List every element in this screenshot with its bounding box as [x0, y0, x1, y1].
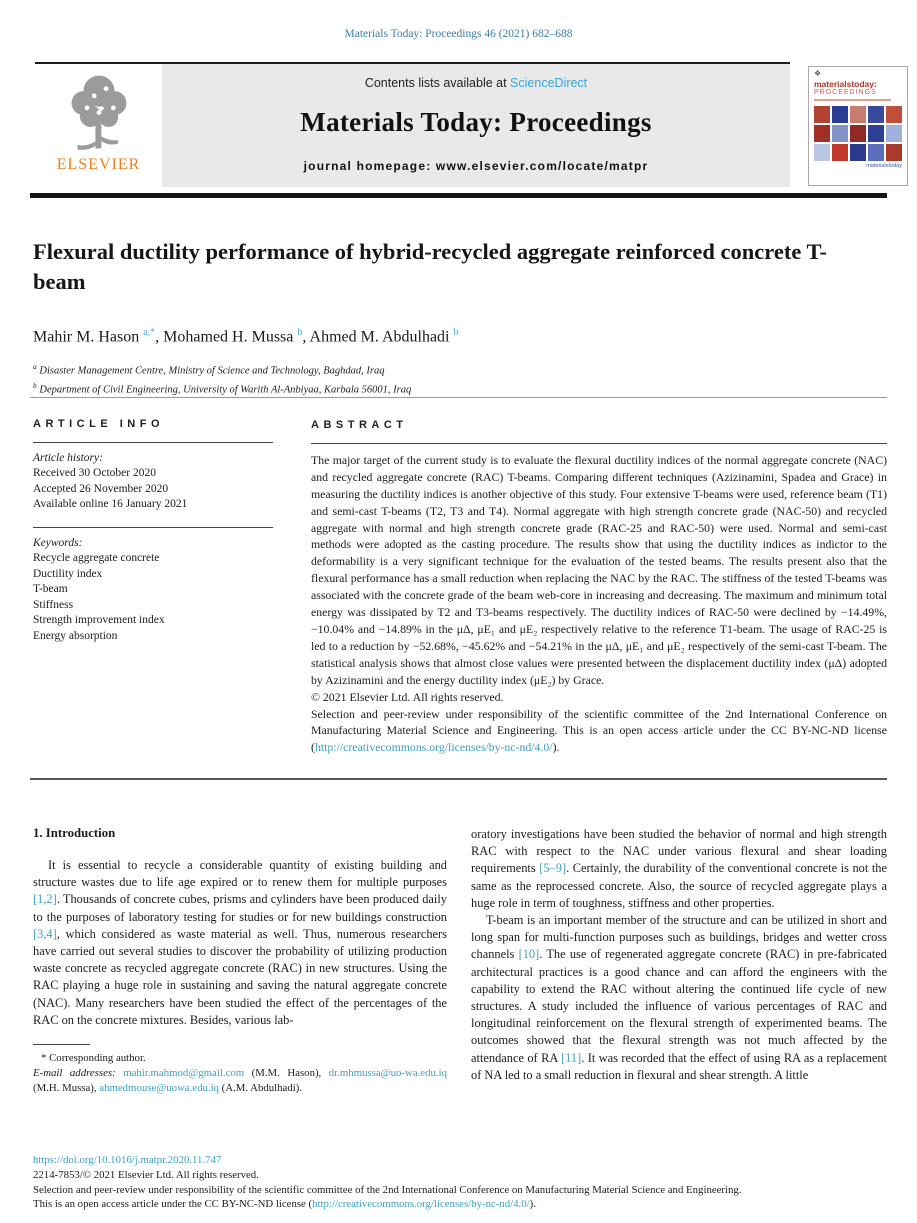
affiliation-a: $^a$ Disaster Management Centre, Ministry of Science and Technology, Baghdad, Iraq — [33, 362, 385, 377]
license-line: This is an open access article under the CC BY-NC-ND license (http://creativecommons.org/licenses/by-nc-nd/4.0/). — [33, 1198, 536, 1211]
link[interactable]: dr.mhmussa@uo-wa.edu.iq — [328, 1066, 447, 1079]
cover-tile — [868, 106, 884, 123]
body-columns — [33, 826, 887, 1095]
intro-paragraph-1: It is essential to recycle a considerable quantity of existing building and structure wastes due to life age expired or to renew them for multiple purposes [1,2]. Thousands of concrete cubes, prisms and cylinders have been produced daily to the purposes of laboratory testing for studies or for new buildings construction [3,4], which considered as waste material as well. Thus, numerous researchers have carried out several studies to discover the probability of utilizing production waste concrete as recycled aggregate concrete (RAC) in new structures. Using the RAC playing a huge role in sustaining and saving the natural aggregate concrete (NAC). Many researchers have been studied the effect of the percentages of the RAC on the concrete mixtures. Besides, various lab- — [33, 858, 447, 1027]
article-info-heading: ARTICLE INFO — [33, 418, 164, 430]
cover-footer-text: materialstoday — [866, 163, 902, 169]
history-accepted: Accepted 26 November 2020 — [33, 482, 169, 495]
journal-title: Materials Today: Proceedings — [300, 107, 652, 137]
link[interactable]: ahmedmouse@uowa.edu.iq — [99, 1081, 219, 1094]
issn-copyright-line: 2214-7853/© 2021 Elsevier Ltd. All rights reserved. — [33, 1168, 259, 1181]
info-abstract-section — [33, 417, 887, 756]
cover-tile — [868, 144, 884, 161]
cover-divider — [814, 99, 891, 101]
rule — [33, 527, 273, 528]
affiliation-b: $^b$ Department of Civil Engineering, University of Warith Al-Anbiyaa, Karbala 56001, Iraq — [33, 381, 412, 396]
rule — [311, 443, 887, 444]
copyright-line: © 2021 Elsevier Ltd. All rights reserved. — [311, 689, 504, 704]
journal-homepage-link[interactable]: journal homepage: www.elsevier.com/locate/matpr — [303, 159, 649, 173]
cover-tile — [850, 144, 866, 161]
article-info-column — [33, 417, 273, 756]
cover-tile — [832, 144, 848, 161]
link[interactable]: [5–9] — [539, 861, 567, 876]
email-addresses: E-mail addresses: mahir.mahmod@gmail.com (M.M. Hason), dr.mhmussa@uo-wa.edu.iq (M.H. Mussa), ahmedmouse@uowa.edu.iq (A.M. Abdulhadi). — [33, 1066, 447, 1094]
abstract-selection-note: Selection and peer-review under responsibility of the scientific committee of the 2nd International Conference on Manufacturing Material Science and Engineering. This is an open access article under the CC BY-NC-ND license (http://creativecommons.org/licenses/by-nc-nd/4.0/). — [311, 706, 887, 755]
cover-tile — [832, 125, 848, 142]
rule — [33, 442, 273, 443]
affiliations — [33, 360, 411, 398]
intro-paragraph-2: oratory investigations have been studied the behavior of normal and high strength RAC with respect to the NAC under various flexural and shear loading requirements [5–9]. Certainly, the durability of the conventional concrete is not the same as the reprocessed concrete. Also, the source of recycled aggregate plays a huge role in term of toughness, stiffness and other properties. — [471, 827, 887, 910]
link[interactable]: http://creativecommons.org/licenses/by-nc-nd/4.0/ — [314, 740, 553, 755]
affiliation-divider — [30, 397, 887, 398]
cover-tile — [814, 125, 830, 142]
cover-tile — [832, 106, 848, 123]
keywords-label: Keywords: — [33, 536, 83, 549]
keyword: Energy absorption — [33, 629, 118, 642]
body-right-column — [471, 826, 887, 1095]
footnote-rule — [33, 1044, 90, 1045]
keyword: Strength improvement index — [33, 614, 165, 626]
footnote-block — [33, 1044, 447, 1095]
journal-masthead — [162, 64, 790, 187]
doi-link[interactable]: https://doi.org/10.1016/j.matpr.2020.11.747 — [33, 1154, 222, 1166]
intro-paragraph-3: T-beam is an important member of the structure and can be utilized in short and long span for multi-function purposes such as buildings, bridges and wetter cross channels [10]. The use of regenerated aggregate concrete (RAC) in pre-fabricated architectural practices is a good chance and can afford the engineers with the capability to extend the RAC without altering the continued life cycle of new structures. A study included the influence of various percentages of RAC and longitudinal reinforcement on the flexural strength of experimented beams. The outcomes showed that the flexural strength was not much affected by the attendance of RA [11]. It was recorded that the effect of using RA as a replacement of NA led to a small reduction in flexural and shear strength. A little — [471, 913, 887, 1082]
keyword: Recycle aggregate concrete — [33, 552, 160, 564]
abstract-column — [311, 417, 887, 756]
abstract-heading: ABSTRACT — [311, 419, 408, 431]
keyword: Ductility index — [33, 567, 103, 580]
cover-crest-icon: ❖ — [814, 69, 822, 78]
cover-brand-subtitle: PROCEEDINGS — [814, 89, 877, 96]
body-left-column — [33, 826, 447, 1095]
selection-note-line: Selection and peer-review under responsibility of the scientific committee of the 2nd International Conference on Manufacturing Material Science and Engineering. — [33, 1183, 742, 1196]
link[interactable]: [10] — [518, 947, 540, 962]
cover-tile — [850, 106, 866, 123]
page-footer — [33, 1153, 887, 1212]
journal-cover-thumbnail[interactable] — [808, 66, 908, 186]
link[interactable]: mahir.mahmod@gmail.com — [123, 1066, 245, 1079]
journal-citation: Materials Today: Proceedings 46 (2021) 682–688 — [344, 28, 573, 40]
abstract-bottom-divider — [30, 778, 887, 780]
cover-tile — [814, 144, 830, 161]
elsevier-logo[interactable] — [35, 64, 162, 187]
section-heading-introduction: 1. Introduction — [33, 826, 116, 840]
keyword: T-beam — [33, 583, 68, 595]
cover-tile — [886, 125, 902, 142]
keyword: Stiffness — [33, 598, 74, 611]
contents-lists-line: Contents lists available at ScienceDirect — [364, 76, 588, 90]
cover-tile — [886, 106, 902, 123]
cover-tile — [850, 125, 866, 142]
elsevier-wordmark: ELSEVIER — [56, 156, 141, 173]
journal-header-band — [35, 62, 790, 187]
author-list: Mahir M. Hason $^{a,*}$, Mohamed H. Mussa $^b$, Ahmed M. Abdulhadi $^b$ — [33, 327, 459, 346]
history-received: Received 30 October 2020 — [33, 467, 156, 479]
link[interactable]: http://creativecommons.org/licenses/by-nc-nd/4.0/ — [312, 1198, 530, 1211]
article-title: Flexural ductility performance of hybrid-recycled aggregate reinforced concrete T-beam — [33, 239, 827, 294]
cover-tile — [868, 125, 884, 142]
article-history-label: Article history: — [33, 451, 103, 464]
elsevier-tree-icon — [63, 72, 135, 158]
corresponding-author-note: * Corresponding author. — [41, 1052, 146, 1065]
history-available: Available online 16 January 2021 — [33, 498, 188, 510]
abstract-text: The major target of the current study is to evaluate the flexural ductility indices of the normal aggregate concrete (NAC) and recycled aggregate concrete (RAC) T-beams. Comparing different techniques (Azizinamini, Spadea and Grace) in measuring the ductility indices is another objective of this study. Four extensive T-beams were used, reference beam (T1) and semi-cast T-beams (T2, T3 and T4). Normal aggregate with high strength concrete grade (NAC-50) and recycled aggregate with normal and high strength concrete grade (RAC-25 and RAC-50) were used. Normal and semi-cast methods were adopted as the casting procedure. The results show that using the ductility indices as indictor to the deformability is a very significant technique for the evaluation of the tested beams. The results present also that the flexural performance has a small reduction when replacing the NAC by the RAC. The stiffness of the tested T-beams was associated with the concrete grade of the beam web-core in increasing and decreasing. The maximum and minimum total energy was dissipated by T2 and T3-beams respectively. The ductility indices of RAC-50 were declined by −14.49%, −10.04% and −14.89% in the μΔ, μE₁ and μE₂ respectively relative to the reference T1-beam. The usage of RAC-25 is led to a reduction by −52.68%, −45.62% and −54.21% in the μΔ, μE₁ and μE₂ respectively of the semi-cast T-beam. The statistical analysis shows that almost close values were presented between the displacement ductility index (μΔ) adopted by Azizinamini and the energy ductility index (μE₂) by Grace. — [311, 452, 887, 687]
link[interactable]: [11] — [561, 1050, 582, 1065]
cover-tile — [814, 106, 830, 123]
link[interactable]: ScienceDirect — [510, 76, 588, 90]
cover-brand-title: materialstoday: — [814, 79, 877, 89]
cover-tile-grid — [814, 106, 902, 161]
cover-tile — [886, 144, 902, 161]
link[interactable]: [1,2] — [33, 892, 57, 907]
header-divider-bar — [30, 193, 887, 198]
link[interactable]: [3,4] — [33, 926, 57, 941]
